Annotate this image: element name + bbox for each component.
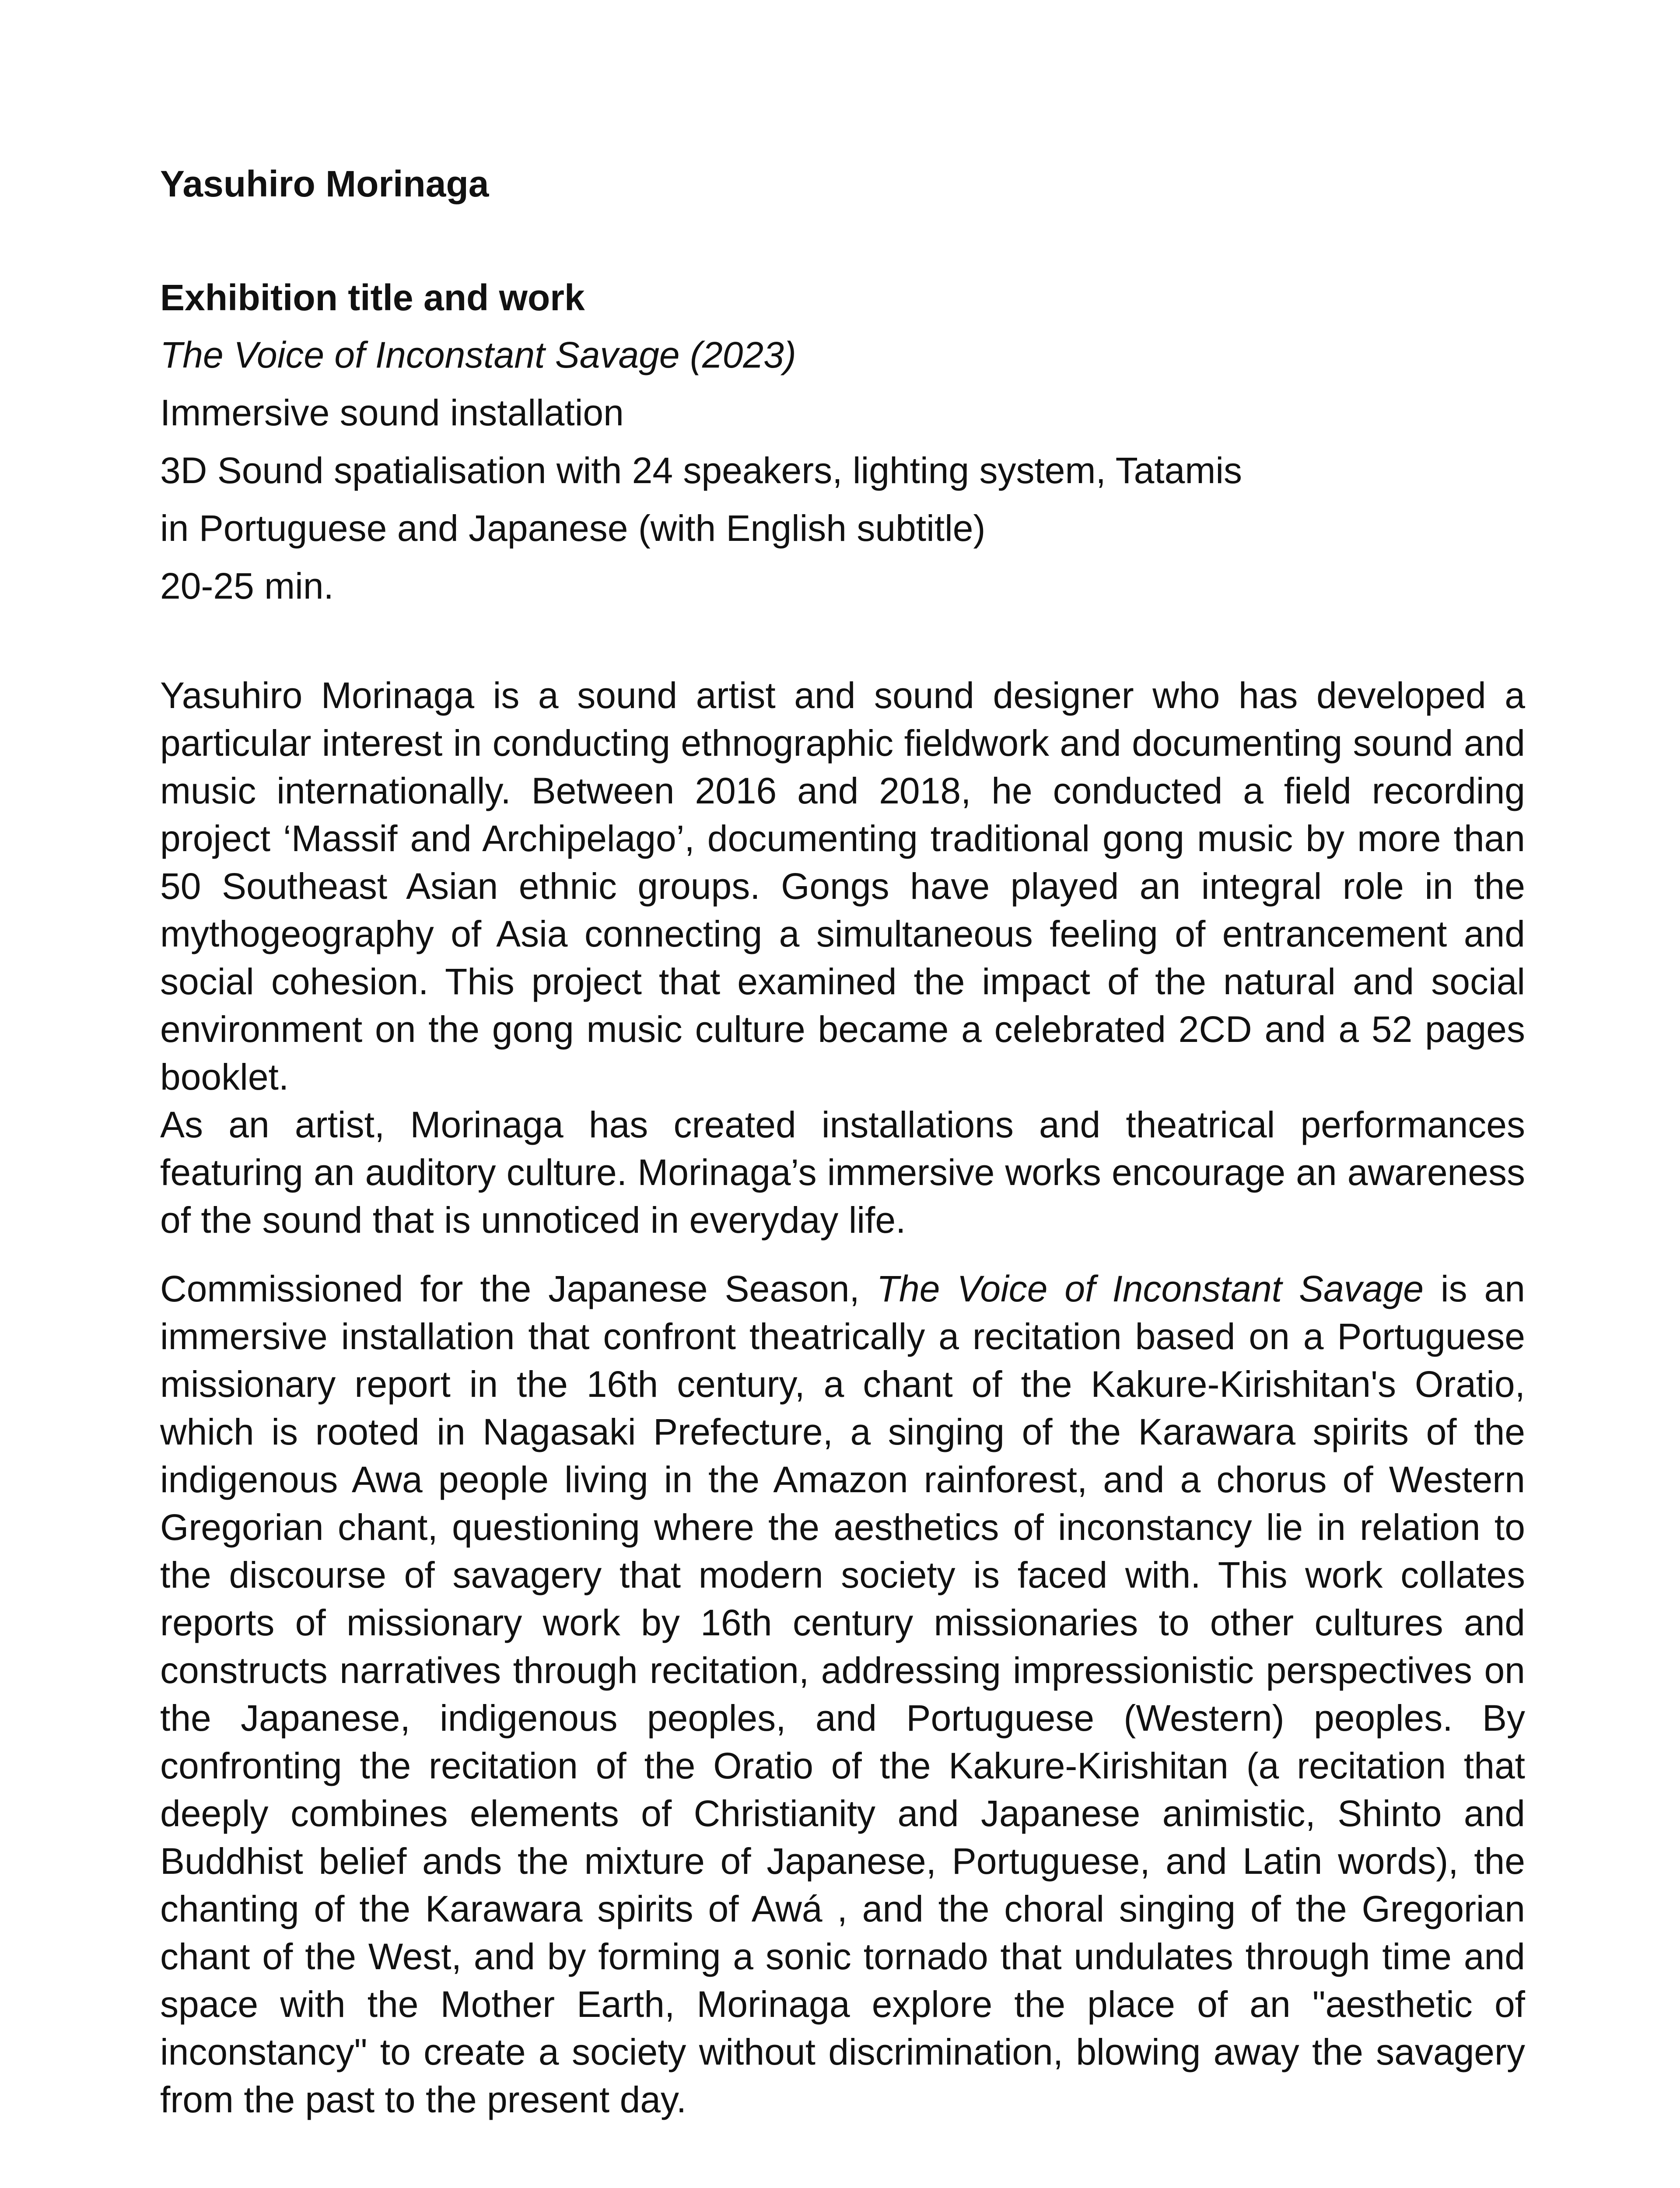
description-paragraph (160, 1265, 1525, 2124)
description-work-title: The Voice of Inconstant Savage (876, 1268, 1424, 1309)
work-technical: 3D Sound spatialisation with 24 speakers, lighting system, Tatamis (160, 450, 1242, 491)
work-title: The Voice of Inconstant Savage (2023) (160, 334, 796, 375)
work-medium: Immersive sound installation (160, 392, 624, 433)
bio-paragraph-1: Yasuhiro Morinaga is a sound artist and sound designer who has developed a particular interest in conducting ethnographic fieldwork and documenting sound and music internationally. Between 2016 and 2018, he conducted a field recording project ‘Massif and Archipelago’, documenting traditional gong music by more than 50 Southeast Asian ethnic groups. Gongs have played an integral role in the mythogeography of Asia connecting a simultaneous feeling of entrancement and social cohesion. This project that examined the impact of the natural and social environment on the gong music culture became a celebrated 2CD and a 52 pages booklet. (160, 675, 1525, 1098)
exhibition-heading: Exhibition title and work (160, 277, 585, 318)
work-duration: 20-25 min. (160, 565, 334, 607)
description-body: is an immersive installation that confront theatrically a recitation based on a Portuguese missionary report in the 16th century, a chant of the Kakure-Kirishitan's Oratio, which is rooted in Nagasaki Prefecture, a singing of the Karawara spirits of the indigenous Awa people living in the Amazon rainforest, and a chorus of Western Gregorian chant, questioning where the aesthetics of inconstancy lie in relation to the discourse of savagery that modern society is faced with. This work collates reports of missionary work by 16th century missionaries to other cultures and constructs narratives through recitation, addressing impressionistic perspectives on the Japanese, indigenous peoples, and Portuguese (Western) peoples. By confronting the recitation of the Oratio of the Kakure-Kirishitan (a recitation that deeply combines elements of Christianity and Japanese animistic, Shinto and Buddhist belief ands the mixture of Japanese, Portuguese, and Latin words), the chanting of the Karawara spirits of Awá , and the choral singing of the Gregorian chant of the West, and by forming a sonic tornado that undulates through time and space with the Mother Earth, Morinaga explore the place of an "aesthetic of inconstancy" to create a society without discrimination, blowing away the savagery from the past to the present day. (160, 1268, 1525, 2120)
bio-paragraph-2: As an artist, Morinaga has created installations and theatrical performances featuring an auditory culture. Morinaga’s immersive works encourage an awareness of the sound that is unnoticed in everyday life. (160, 1104, 1525, 1241)
description-intro: Commissioned for the Japanese Season, (160, 1268, 877, 1309)
document-page (160, 155, 1525, 2124)
artist-name: Yasuhiro Morinaga (160, 163, 489, 204)
work-languages: in Portuguese and Japanese (with English subtitle) (160, 508, 986, 549)
